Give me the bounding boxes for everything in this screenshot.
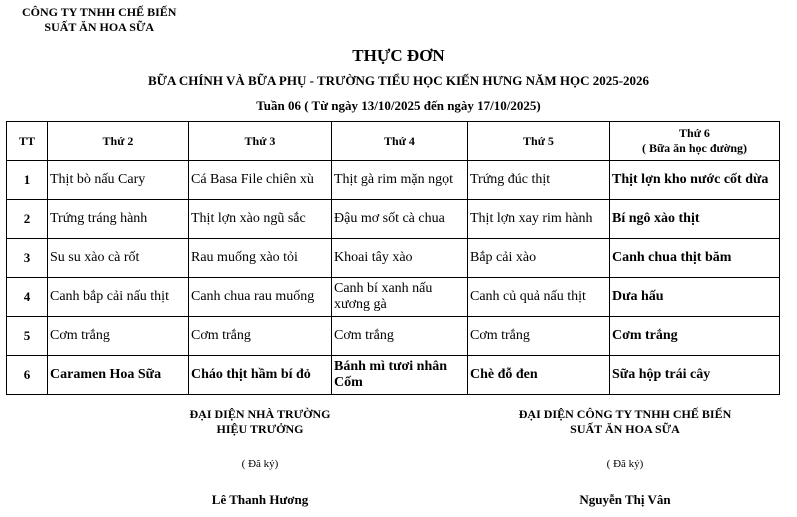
table-cell: Cơm trắng xyxy=(189,317,332,356)
table-cell: Bánh mì tươi nhân Cốm xyxy=(332,356,468,395)
table-cell: Cơm trắng xyxy=(48,317,189,356)
company-rep-role: SUẤT ĂN HOA SỮA xyxy=(570,422,680,436)
table-row xyxy=(7,356,780,395)
table-cell: Cháo thịt hầm bí đỏ xyxy=(189,356,332,395)
table-row xyxy=(7,317,780,356)
company-name xyxy=(22,5,176,35)
row-number: 1 xyxy=(7,161,48,200)
table-cell: Cá Basa File chiên xù xyxy=(189,161,332,200)
table-cell: Thịt gà rim mặn ngọt xyxy=(332,161,468,200)
table-row xyxy=(7,200,780,239)
table-cell: Su su xào cà rốt xyxy=(48,239,189,278)
table-cell: Cơm trắng xyxy=(332,317,468,356)
menu-table xyxy=(6,121,780,395)
table-cell: Thịt lợn kho nước cốt dừa xyxy=(610,161,780,200)
header-tuesday: Thứ 3 xyxy=(189,122,332,161)
table-cell: Caramen Hoa Sữa xyxy=(48,356,189,395)
table-row xyxy=(7,278,780,317)
table-cell: Thịt bò nấu Cary xyxy=(48,161,189,200)
school-rep-name: Lê Thanh Hương xyxy=(211,492,309,507)
table-cell: Canh chua thịt băm xyxy=(610,239,780,278)
table-cell: Rau muống xào tỏi xyxy=(189,239,332,278)
table-cell: Khoai tây xào xyxy=(332,239,468,278)
header-monday: Thứ 2 xyxy=(48,122,189,161)
table-cell: Cơm trắng xyxy=(610,317,780,356)
page-title: THỰC ĐƠN xyxy=(352,46,445,65)
row-number: 3 xyxy=(7,239,48,278)
row-number: 2 xyxy=(7,200,48,239)
table-cell: Canh chua rau muống xyxy=(189,278,332,317)
header-friday-note: ( Bữa ăn học đường) xyxy=(641,141,748,155)
row-number: 5 xyxy=(7,317,48,356)
company-rep-title: ĐẠI DIỆN CÔNG TY TNHH CHẾ BIẾN xyxy=(518,407,732,421)
school-rep-title: ĐẠI DIỆN NHÀ TRƯỜNG xyxy=(189,407,331,421)
table-cell: Canh bí xanh nấu xương gà xyxy=(332,278,468,317)
school-representative xyxy=(150,407,370,437)
table-row xyxy=(7,239,780,278)
header-tt: TT xyxy=(7,122,48,161)
table-cell: Thịt lợn xào ngũ sắc xyxy=(189,200,332,239)
company-representative xyxy=(490,407,760,437)
page-subtitle: BỮA CHÍNH VÀ BỮA PHỤ - TRƯỜNG TIỂU HỌC KIẾN HƯNG NĂM HỌC 2025-2026 xyxy=(147,73,650,88)
week-range: Tuần 06 ( Từ ngày 13/10/2025 đến ngày 17/10/2025) xyxy=(256,98,541,113)
company-line-2: SUẤT ĂN HOA SỮA xyxy=(44,20,155,34)
header-thursday: Thứ 5 xyxy=(468,122,610,161)
row-number: 6 xyxy=(7,356,48,395)
table-cell: Sữa hộp trái cây xyxy=(610,356,780,395)
company-rep-name: Nguyễn Thị Vân xyxy=(579,492,671,507)
table-cell: Trứng đúc thịt xyxy=(468,161,610,200)
table-cell: Dưa hấu xyxy=(610,278,780,317)
table-cell: Thịt lợn xay rim hành xyxy=(468,200,610,239)
company-line-1: CÔNG TY TNHH CHẾ BIẾN xyxy=(22,5,177,19)
table-cell: Bí ngô xào thịt xyxy=(610,200,780,239)
company-signed-note: ( Đã ký) xyxy=(606,458,644,470)
header-friday xyxy=(610,122,780,161)
table-cell: Đậu mơ sốt cà chua xyxy=(332,200,468,239)
table-cell: Bắp cải xào xyxy=(468,239,610,278)
table-header-row xyxy=(7,122,780,161)
table-row xyxy=(7,161,780,200)
table-cell: Trứng tráng hành xyxy=(48,200,189,239)
table-cell: Cơm trắng xyxy=(468,317,610,356)
school-signed-note: ( Đã ký) xyxy=(241,458,279,470)
header-friday-label: Thứ 6 xyxy=(679,126,710,140)
row-number: 4 xyxy=(7,278,48,317)
table-cell: Chè đỗ đen xyxy=(468,356,610,395)
school-rep-role: HIỆU TRƯỞNG xyxy=(216,422,304,436)
table-cell: Canh củ quả nấu thịt xyxy=(468,278,610,317)
table-cell: Canh bắp cải nấu thịt xyxy=(48,278,189,317)
header-wednesday: Thứ 4 xyxy=(332,122,468,161)
